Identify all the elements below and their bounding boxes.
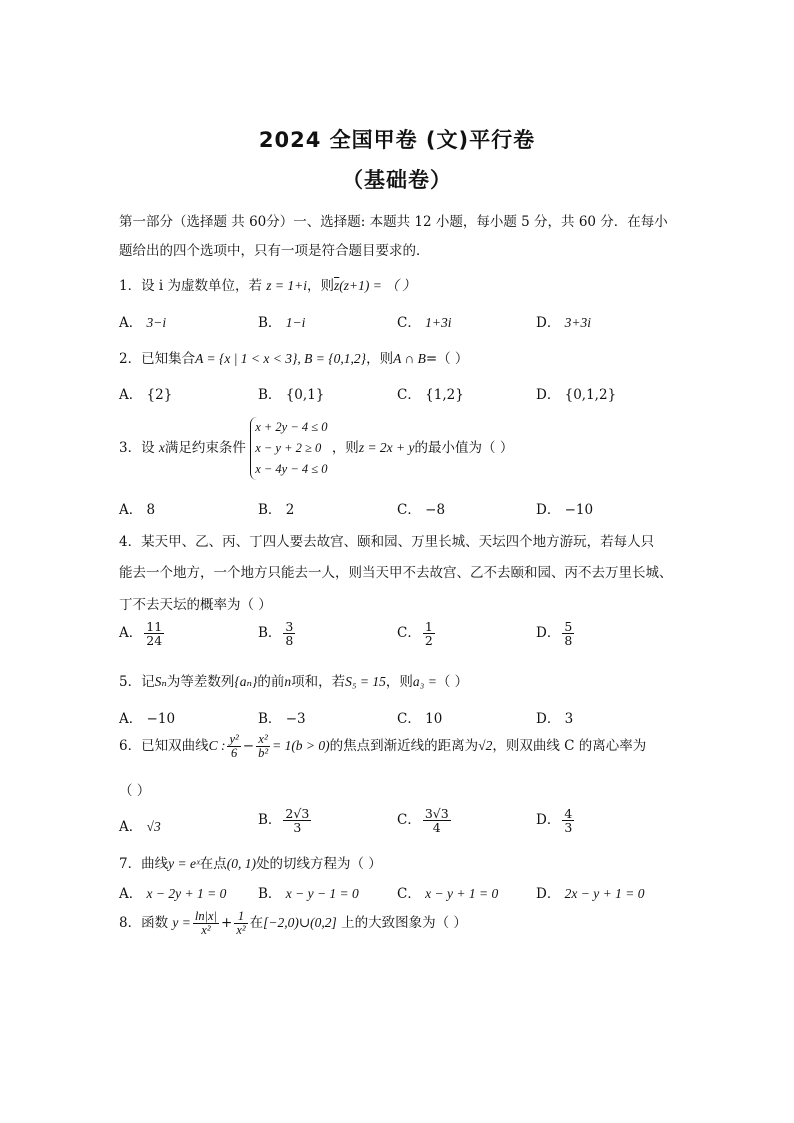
q6-option-c[interactable]: C． $\frac{3√3}{4}$ xyxy=(397,806,449,836)
q4-option-d[interactable]: D． $\frac{5}{8}$ xyxy=(536,619,573,649)
section-header-line1: 第一部分（选择题 共 60分）一、选择题: 本题共 12 小题，每小题 5 分，共 60 分．在每小 xyxy=(119,214,668,230)
q7-option-a[interactable]: A． x − 2y + 1 = 0 xyxy=(119,886,227,902)
q4-option-c[interactable]: C． $\frac{1}{2}$ xyxy=(397,619,433,649)
q4-option-a[interactable]: A． $\frac{11}{24}$ xyxy=(119,619,163,649)
q7-option-b[interactable]: B． x − y − 1 = 0 xyxy=(258,886,359,902)
q2-option-c[interactable]: C． {1,2} xyxy=(397,387,464,403)
q1-option-c[interactable]: C． 1+3i xyxy=(397,315,452,331)
q5-option-d[interactable]: D． 3 xyxy=(536,711,574,727)
q2-option-a[interactable]: A． {2} xyxy=(119,387,173,403)
q7-option-c[interactable]: C． x − y + 1 = 0 xyxy=(397,886,499,902)
question-4-line1: 4．某天甲、乙、丙、丁四人要去故宫、颐和园、万里长城、天坛四个地方游玩，若每人只 xyxy=(119,534,655,550)
q3-option-c[interactable]: C． −8 xyxy=(397,502,446,518)
q1-option-b[interactable]: B． 1−i xyxy=(258,315,306,331)
question-2: 2．已知集合A = {x | 1 < x < 3}, B = {0,1,2}，则A ∩ B=（ ） xyxy=(119,351,469,367)
exam-subtitle: （基础卷） xyxy=(342,168,452,192)
section-header-line2: 题给出的四个选项中，只有一项是符合题目要求的． xyxy=(119,243,430,259)
question-4-line3: 丁不去天坛的概率为（ ） xyxy=(119,597,272,613)
question-4-line2: 能去一个地方，一个地方只能去一人，则当天甲不去故宫、乙不去颐和园、丙不去万里长城、 xyxy=(119,565,673,581)
q5-option-a[interactable]: A． −10 xyxy=(119,711,176,727)
question-7: 7．曲线y = eˣ在点(0, 1)处的切线方程为（ ） xyxy=(119,856,382,872)
constraint-system: x + 2y − 4 ≤ 0 x − y + 2 ≥ 0 x − 4y − 4 ≤ 0 xyxy=(250,417,327,480)
question-8: 8．函数 y = $\frac{\ln|x|}{\text{x²}}$ + $\frac{1}{\text{x²}}$ 在[−2,0)∪(0,2] 上的大致图象为（ ） xyxy=(119,909,467,938)
q3-option-b[interactable]: B． 2 xyxy=(258,502,295,518)
q5-option-c[interactable]: C． 10 xyxy=(397,711,443,727)
q5-option-b[interactable]: B． −3 xyxy=(258,711,306,727)
q2-option-b[interactable]: B． {0,1} xyxy=(258,387,325,403)
q4-option-b[interactable]: B． $\frac{3}{8}$ xyxy=(258,619,294,649)
question-5: 5．记Sₙ为等差数列{aₙ}的前n项和，若S₅ = 15，则a₃ =（ ） xyxy=(119,674,469,690)
q1-option-a[interactable]: A． 3−i xyxy=(119,315,167,331)
q3-option-d[interactable]: D． −10 xyxy=(536,502,594,518)
q7-option-d[interactable]: D． 2x − y + 1 = 0 xyxy=(536,886,645,902)
question-6: 6．已知双曲线C : $\frac{\text{y²}}{6}$ − $\frac{\text{x²}}{\text{b²}}$ = 1(b > 0)的焦点到渐近线的距离为√2，则双曲线 C 的离心率为 xyxy=(119,732,647,761)
q2-option-d[interactable]: D． {0,1,2} xyxy=(536,387,617,403)
q6-option-d[interactable]: D． $\frac{4}{3}$ xyxy=(536,806,573,836)
question-3: 3．设 x满足约束条件 x + 2y − 4 ≤ 0 x − y + 2 ≥ 0 x − 4y − 4 ≤ 0 ，则z = 2x + y的最小值为（ ） xyxy=(119,417,513,480)
q6-option-a[interactable]: A． √3 xyxy=(119,819,161,835)
question-1: 1．设 i 为虚数单位，若 z = 1+i，则$\overline{z}(z+1)$ = （ ） xyxy=(119,278,416,294)
q1-option-d[interactable]: D． 3+3i xyxy=(536,315,591,331)
q6-option-b[interactable]: B． $\frac{2√3}{3}$ xyxy=(258,806,310,836)
q3-option-a[interactable]: A． 8 xyxy=(119,502,156,518)
question-6-line2: （ ） xyxy=(119,783,151,799)
exam-title: 2024 全国甲卷 (文)平行卷 xyxy=(258,128,536,152)
